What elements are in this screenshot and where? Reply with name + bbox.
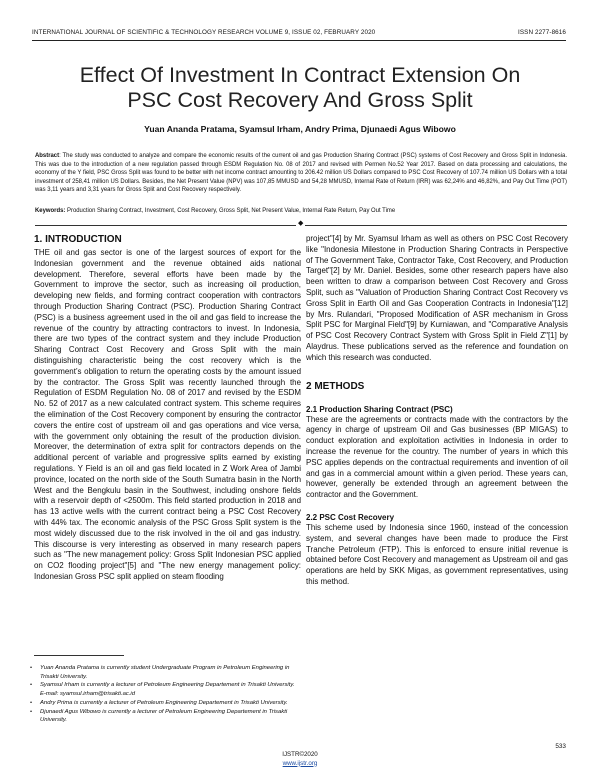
journal-link[interactable]: www.ijstr.org: [282, 759, 318, 767]
abstract: [35, 152, 567, 195]
paper-title: [40, 63, 560, 113]
right-column: [306, 234, 568, 588]
footnote-text: Djunaedi Agus Wibowo is currently a lecturer of Petroleum Engineering Departement in Trisakti University.: [40, 708, 288, 724]
psc-paragraph: These are the agreements or contracts made with the contractors by the agency in charge of upstream Oil and Gas businesses (BP MIGAS) to conduct exploration and exploitation activities in Indonesia in order to increase the revenue for the country. The number of years in which this PSC applies depends on the contractual requirements and invention of oil and gas in a commercial amount within a given period. These years can, however, generally be extended through an agreement between the contractor and the Government.: [306, 414, 568, 500]
title-line-1: Effect Of Investment In Contract Extension On: [79, 63, 521, 87]
footnote-item: [30, 708, 300, 725]
author-list: Yuan Ananda Pratama, Syamsul Irham, Andry Prima, Djunaedi Agus Wibowo: [144, 124, 456, 134]
psc-subheading: 2.1 Production Sharing Contract (PSC): [306, 404, 453, 414]
keywords: [35, 207, 567, 216]
keywords-label: Keywords:: [35, 208, 66, 214]
footnote-rule: [34, 655, 124, 656]
footnote-item: [30, 681, 300, 698]
issn-label: ISSN 2277-8616: [518, 29, 566, 36]
header-rule: [32, 40, 566, 41]
abstract-label: Abstract: [35, 153, 60, 159]
cost-recovery-paragraph: This scheme used by Indonesia since 1960, instead of the concession system, and several changes have been made to produce the First Tranche Petroleum (FTP). This is enforced to ensure initial revenue is obtained before Cost Recovery and management as Upstream oil and gas operations are held by SKK Migas, as government representatives, using this method.: [306, 522, 568, 586]
footnote-text: Syamsul Irham is currently a lecturer of Petroleum Engineering Departement in Trisakti University. E-mail: syamsul.irham@trisakti.ac.id: [40, 682, 295, 698]
diamond-icon: ◆: [298, 220, 304, 227]
left-column: [34, 234, 301, 583]
bullet-icon: •: [30, 665, 33, 671]
title-line-2: PSC Cost Recovery And Gross Split: [127, 88, 473, 112]
page-number: 533: [555, 743, 566, 750]
footnote-item: [30, 699, 300, 708]
footnote-item: [30, 664, 300, 681]
introduction-paragraph-continued: project"[4] by Mr. Syamsul Irham as well as others on PSC Cost Recovery like "Indonesia Milestone in Production Sharing Contracts in Perspective of The Government Take, Contractor Take, Cost Recovery, and Production Target"[2] by Mr. Daniel. Besides, some other research papers have also been written to draw a comparison between Cost Recovery and Gross Split, such as "Valuation of Production Sharing Contract Cost Recovery vs Gross Split in Earth Oil and Gas Cooperation Contracts in Indonesia"[12] by Mrs. Rulandari, "Proposed Modification of ASR mechanism in Gross Split PSC for Marginal Field"[9] by Kurniawan, and "Comparative Analysis of PSC Cost Recovery Contract System with Gross Split in Field Z"[1] by Alaydrus. These publications served as the reference and foundation on which this research was conducted.: [306, 234, 568, 362]
bullet-icon: •: [30, 682, 33, 689]
copyright-line: IJSTR©2020: [282, 751, 318, 758]
bullet-icon: •: [30, 708, 33, 715]
footnote-text: Andry Prima is currently a lecturer of Petroleum Engineering Departement in Trisakti University.: [40, 699, 288, 706]
keywords-text: Production Sharing Contract, Investment, Cost Recovery, Gross Split, Net Present Value, Internal Rate Return, Pay Out Time: [65, 208, 396, 214]
journal-header: INTERNATIONAL JOURNAL OF SCIENTIFIC & TECHNOLOGY RESEARCH VOLUME 9, ISSUE 02, FEBRUARY 2020: [32, 29, 376, 36]
bullet-icon: •: [30, 699, 33, 706]
author-footnotes: [30, 664, 300, 725]
introduction-paragraph: THE oil and gas sector is one of the largest sources of export for the Indonesian government and the revenue obtained aids national development. Therefore, several efforts have been made by the Government to improve the sector, such as increasing oil production, developing new fields, and forming contract cooperation with contractors through Production Sharing Contract (PSC). Production Sharing Contract (PSC) is a business agreement used in the oil and gas field to increase the revenue of the country by attracting contractors to invest. In Indonesia, there are two types of the contract system and they include Production Sharing Contract Cost Recovery and Gross Split with the main distinguishing characteristic being the cost recovery which is the government’s obligation to return the operating costs by the amount issued by the contractor. The Gross Split was recently launched through the Regulation of ESDM Regulation No. 08 of 2017 and revised by the ESDM No. 52 of 2017 as a new calculated contract system. This scheme requires the elimination of the Cost Recovery component by ensuring the contractor covers the entire cost of upstream oil and gas operations and vice versa, with the government only obtaining the result of the production division. Moreover, the determination of extra split for contractors depends on the additional percent of variable and progressive splits earned by existing regulations. Y Field is an oil and gas field located in Z Work Area of Jambi province, located on the north side of the South Sumatra basin in the North West and the Bengkulu basin in the Southwest, including onshore fields with a reservoir depth of <2500m. This field started production in 2018 and has 13 active wells with the current contract being a PSC Cost Recovery with 44% tax. The economic analysis of the PSC Gross Split system is the most widely discussed due to the risk involved in the oil and gas industry. This discourse is very interesting as observed in many research papers such as "The new management policy: Gross Split Indonesian PSC applied on CO2 flooding project"[5] and "The new energy management policy: Indonesian Gross PSC split applied on steam flooding: [34, 248, 301, 581]
methods-heading: 2 METHODS: [306, 380, 365, 392]
cost-recovery-subheading: 2.2 PSC Cost Recovery: [306, 512, 395, 522]
introduction-heading: 1. INTRODUCTION: [34, 234, 122, 245]
page-footer: [0, 751, 600, 768]
abstract-text: : The study was conducted to analyze and compare the economic results of the current oil and gas Production Sharing Contract (PSC) systems of Cost Recovery and Gross Split in Indonesia. This was due to the introduction of a new regulation passed through ESDM Regulation No. 08 of 2017 and revised with Permen No.52 Year 2017. Based on data processing and calculations, the economy of the Y field, PSC Gross Split was found to be better with net income contract amounting to 206.42 million US Dollars compared to PSC Cost Recovery of 107.74 million US Dollars with a total investment of 258,41 million US Dollars. Besides, the Net Present Value (NPV) was 107,85 MMUSD and 54,28 MMUSD, Internal Rate of Return (IRR) was 62,24% and 46,82%, and Pay Out Time (POT) was 3,11 years and 3,31 years for Gross Split and Cost Recovery respectively.: [35, 153, 567, 193]
footnote-text: Yuan Ananda Pratama is currently student Undergraduate Program in Petroleum Engineering in Trisakti University.: [40, 665, 290, 680]
